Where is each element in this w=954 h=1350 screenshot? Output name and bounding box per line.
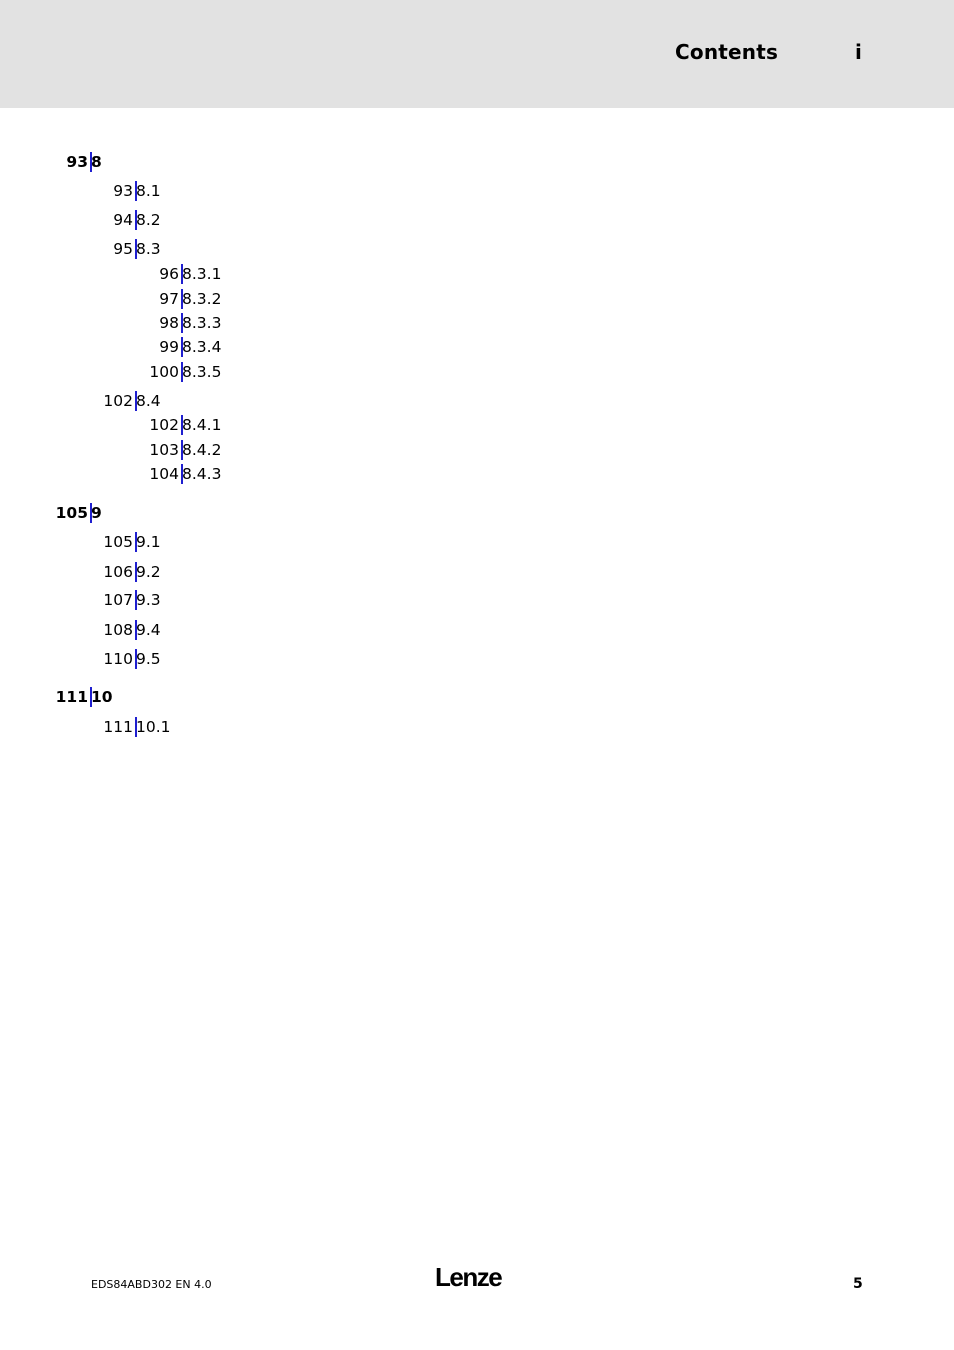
lenze-logo: Lenze <box>435 1262 502 1292</box>
toc-entry-page: 98 <box>159 314 179 332</box>
toc-entry-page: 94 <box>113 211 133 229</box>
toc-entry-page: 105 <box>55 504 88 522</box>
toc-entry-page: 108 <box>103 621 133 639</box>
toc-entry-number: 9.5 <box>136 650 161 668</box>
toc-entry-number: 8.3.3 <box>182 314 222 332</box>
page-header <box>0 0 954 108</box>
toc-entry-number: 10.1 <box>136 718 171 736</box>
toc-entry-page: 95 <box>113 240 133 258</box>
toc-entry-page: 111 <box>55 688 88 706</box>
toc-entry-page: 105 <box>103 533 133 551</box>
toc-entry-page: 99 <box>159 338 179 356</box>
footer-page-number: 5 <box>853 1276 863 1292</box>
toc-entry-number: 8.3.4 <box>182 338 222 356</box>
header-title: Contents <box>675 40 779 64</box>
toc-entry-number: 8 <box>91 153 102 171</box>
toc-entry-number: 8.4.2 <box>182 441 222 459</box>
toc-entry-number: 9 <box>91 504 102 522</box>
toc-entry-page: 100 <box>149 363 179 381</box>
toc-entry-number: 9.2 <box>136 563 161 581</box>
toc-entry-page: 102 <box>149 416 179 434</box>
toc-entry-page: 93 <box>113 182 133 200</box>
toc-entry-page: 102 <box>103 392 133 410</box>
toc-entry-number: 8.3 <box>136 240 161 258</box>
toc-entry-page: 93 <box>66 153 88 171</box>
toc-entry-page: 106 <box>103 563 133 581</box>
toc-entry-page: 96 <box>159 265 179 283</box>
toc-entry-number: 8.2 <box>136 211 161 229</box>
toc-entry-number: 8.4 <box>136 392 161 410</box>
toc-entry-number: 8.4.1 <box>182 416 222 434</box>
toc-entry-page: 111 <box>103 718 133 736</box>
toc-entry-page: 110 <box>103 650 133 668</box>
toc-entry-number: 8.3.5 <box>182 363 222 381</box>
toc-entry-number: 9.1 <box>136 533 161 551</box>
toc-entry-page: 104 <box>149 465 179 483</box>
toc-entry-number: 9.3 <box>136 591 161 609</box>
toc-entry-number: 8.4.3 <box>182 465 222 483</box>
toc-entry-page: 103 <box>149 441 179 459</box>
toc-entry-number: 8.1 <box>136 182 161 200</box>
toc-entry-page: 107 <box>103 591 133 609</box>
header-chapter-number: i <box>855 40 862 64</box>
toc-entry-page: 97 <box>159 290 179 308</box>
footer-document-id: EDS84ABD302 EN 4.0 <box>91 1278 212 1291</box>
toc-entry-number: 10 <box>91 688 113 706</box>
toc-entry-number: 9.4 <box>136 621 161 639</box>
toc-entry-number: 8.3.2 <box>182 290 222 308</box>
toc-entry-number: 8.3.1 <box>182 265 222 283</box>
